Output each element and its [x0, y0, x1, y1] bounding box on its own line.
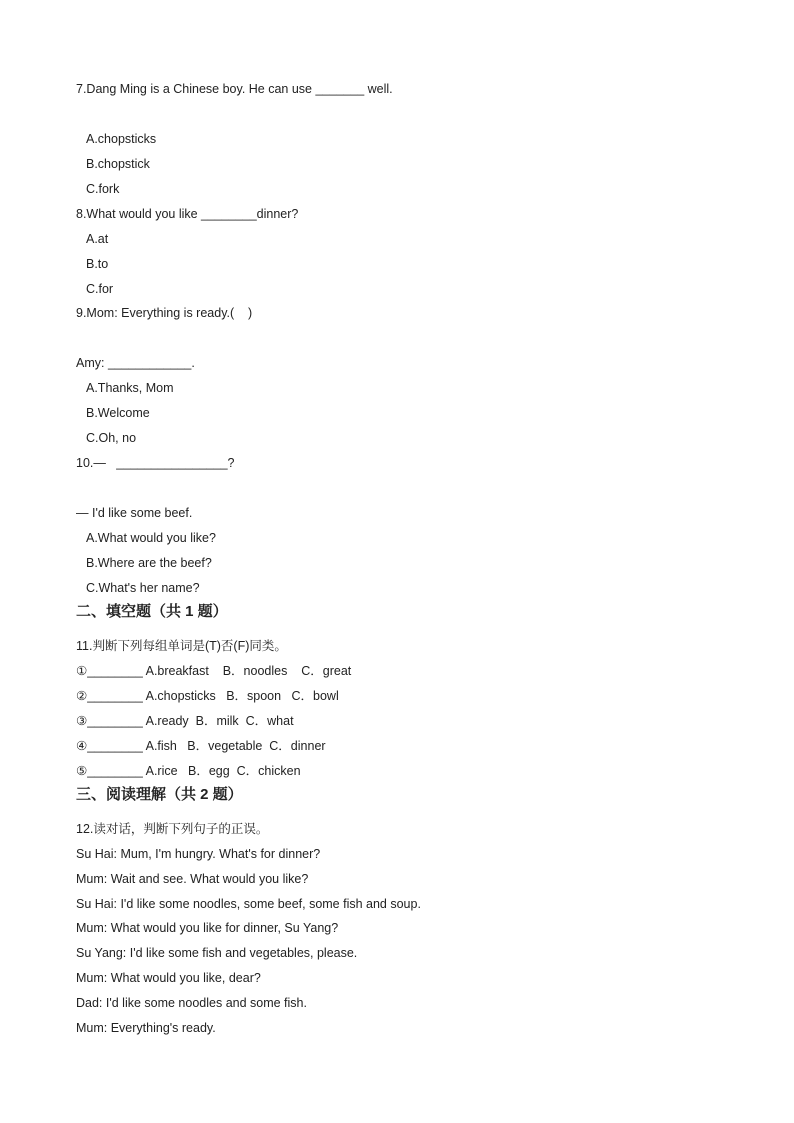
dialogue-line: Su Yang: I'd like some fish and vegetables, please.: [76, 946, 358, 960]
question-10-stem: 10.— ________________?: [76, 456, 235, 470]
section-2-title: 二、填空题（共 1 题）: [76, 603, 228, 620]
question-9-option-a: A.Thanks, Mom: [86, 381, 174, 395]
dialogue-line: Su Hai: Mum, I'm hungry. What's for dinner?: [76, 847, 321, 861]
question-9-sub: Amy: ____________.: [76, 356, 195, 370]
dialogue-line: Mum: What would you like, dear?: [76, 971, 261, 985]
dialogue-line: Mum: Everything's ready.: [76, 1021, 216, 1035]
question-11-item-5: ⑤________ A.rice B．egg C．chicken: [76, 764, 301, 778]
question-7-option-c: C.fork: [86, 182, 120, 196]
question-10-sub: — I'd like some beef.: [76, 506, 193, 520]
question-9-option-b: B.Welcome: [86, 406, 150, 420]
question-8-option-a: A.at: [86, 232, 109, 246]
section-3-title: 三、阅读理解（共 2 题）: [76, 786, 243, 803]
question-11-item-1: ①________ A.breakfast B．noodles C．great: [76, 664, 352, 678]
question-7-option-b: B.chopstick: [86, 157, 150, 171]
dialogue-line: Su Hai: I'd like some noodles, some beef, some fish and soup.: [76, 897, 421, 911]
question-10-option-c: C.What's her name?: [86, 581, 200, 595]
question-11-item-4: ④________ A.fish B．vegetable C．dinner: [76, 739, 326, 753]
question-11-stem: 11.判断下列每组单词是(T)否(F)同类。: [76, 639, 287, 653]
question-7-stem: 7.Dang Ming is a Chinese boy. He can use _______ well.: [76, 82, 393, 96]
question-8-stem: 8.What would you like ________dinner?: [76, 207, 299, 221]
question-12-stem: 12.读对话，判断下列句子的正误。: [76, 822, 269, 836]
question-9-stem: 9.Mom: Everything is ready.( ): [76, 306, 253, 320]
dialogue-line: Dad: I'd like some noodles and some fish.: [76, 996, 307, 1010]
question-9-option-c: C.Oh, no: [86, 431, 137, 445]
question-10-option-b: B.Where are the beef?: [86, 556, 212, 570]
question-7-option-a: A.chopsticks: [86, 132, 157, 146]
question-8-option-b: B.to: [86, 257, 109, 271]
question-11-item-3: ③________ A.ready B．milk C．what: [76, 714, 294, 728]
question-8-option-c: C.for: [86, 282, 114, 296]
question-11-item-2: ②________ A.chopsticks B．spoon C．bowl: [76, 689, 339, 703]
question-10-option-a: A.What would you like?: [86, 531, 216, 545]
dialogue-line: Mum: Wait and see. What would you like?: [76, 872, 309, 886]
dialogue-line: Mum: What would you like for dinner, Su Yang?: [76, 921, 339, 935]
